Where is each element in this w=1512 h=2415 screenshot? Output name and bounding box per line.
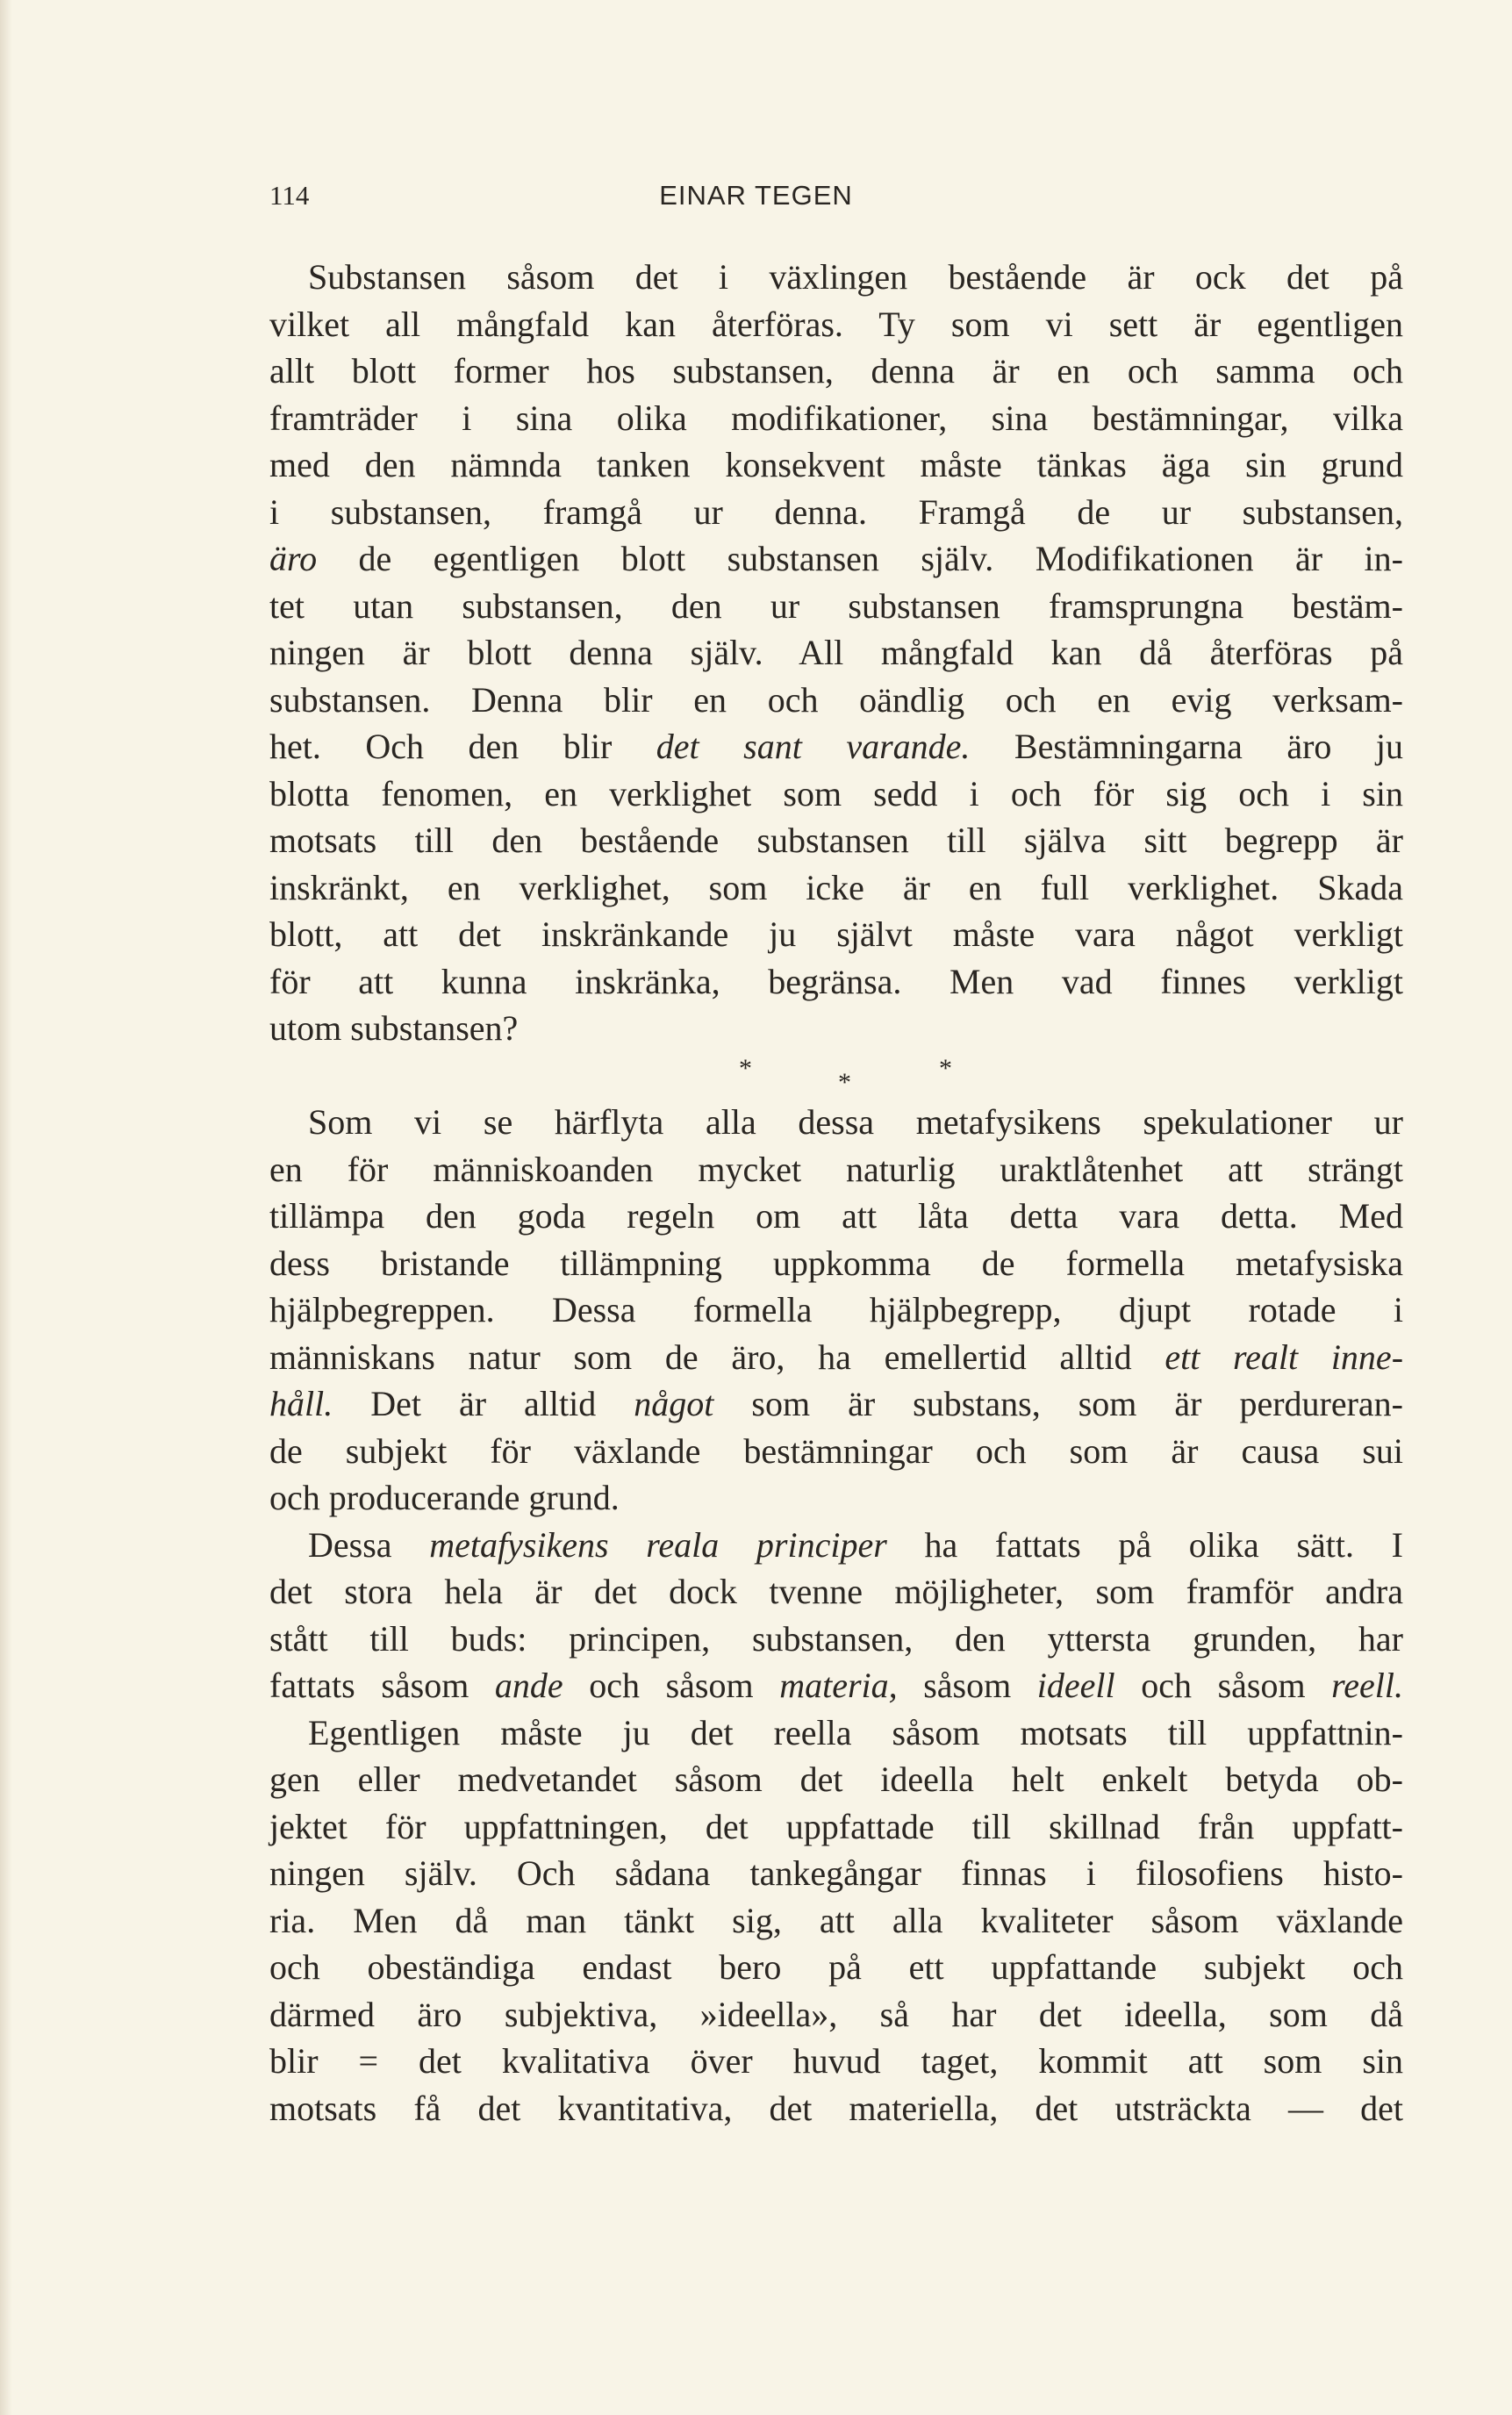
text-segment: Dessa: [308, 1524, 430, 1565]
text-line: [269, 1803, 1403, 1851]
text-line: [269, 1334, 1403, 1381]
text-line: [269, 441, 1403, 489]
text-line: [269, 254, 1403, 301]
text-line: [269, 1286, 1403, 1334]
text-segment: människans natur som de äro, ha emellertid alltid: [269, 1336, 1165, 1377]
text-line: [269, 1240, 1403, 1287]
running-head: EINAR TEGEN: [659, 180, 853, 211]
body-text: [269, 254, 1403, 2132]
text-line: [269, 489, 1403, 536]
text-segment: Egentligen måste ju det reella såsom motsats till uppfattnin-: [308, 1712, 1403, 1752]
italic-text: något: [634, 1384, 714, 1423]
text-segment: ningen är blott denna själv. All mångfald kan då återföras på: [269, 633, 1403, 672]
text-segment: ha fattats på olika sätt. I: [886, 1524, 1404, 1565]
paragraph: [269, 1099, 1403, 1522]
text-line: [269, 1428, 1403, 1475]
text-segment: de subjekt för växlande bestämningar och som är causa sui: [269, 1430, 1403, 1471]
italic-text: reell.: [1331, 1666, 1403, 1705]
text-line: [269, 1991, 1403, 2039]
text-segment: med den nämnda tanken konsekvent måste tänkas äga sin grund: [269, 445, 1403, 484]
text-line: [269, 1522, 1403, 1569]
text-segment: såsom: [897, 1666, 1037, 1705]
text-line: [269, 1616, 1403, 1663]
italic-text: äro: [269, 539, 318, 578]
text-line: [269, 1850, 1403, 1897]
paragraph: [269, 1522, 1403, 1709]
text-line: [269, 1568, 1403, 1616]
text-segment: blotta fenomen, en verklighet som sedd i och för sig och i sin: [269, 773, 1403, 813]
text-segment: i substansen, framgå ur denna. Framgå de ur substansen,: [269, 491, 1403, 532]
text-segment: Det är alltid: [333, 1384, 634, 1423]
text-line: [269, 348, 1403, 395]
text-line: [269, 1193, 1403, 1240]
text-line: [269, 301, 1403, 348]
text-segment: Bestämningarna äro ju: [970, 727, 1404, 766]
text-segment: det stora hela är det dock tvenne möjligheter, som framför andra: [269, 1572, 1403, 1611]
italic-text: håll.: [269, 1384, 333, 1423]
text-segment: allt blott former hos substansen, denna är en och samma och: [269, 351, 1403, 391]
text-segment: tet utan substansen, den ur substansen framsprungna bestäm-: [269, 585, 1403, 626]
text-line: [269, 583, 1403, 630]
text-line: [269, 677, 1403, 724]
italic-text: materia,: [779, 1666, 898, 1705]
text-line: [269, 395, 1403, 442]
text-segment: stått till buds: principen, substansen, den yttersta grunden, har: [269, 1618, 1403, 1659]
page-edge-shadow: [0, 0, 12, 2415]
text-segment: därmed äro subjektiva, »ideella», så har det ideella, som då: [269, 1994, 1403, 2034]
text-segment: en för människoanden mycket naturlig uraktlåtenhet att strängt: [269, 1149, 1403, 1189]
text-segment: blir = det kvalitativa över huvud taget, kommit att som sin: [269, 2041, 1403, 2081]
text-segment: motsats till den bestående substansen till själva sitt begrepp är: [269, 821, 1403, 860]
asterisk-icon: *: [838, 1067, 851, 1097]
text-line: [269, 1709, 1403, 1757]
italic-text: metafysikens reala principer: [429, 1524, 887, 1565]
text-line: [269, 958, 1403, 1006]
text-segment: vilket all mångfald kan återföras. Ty som vi sett är egentligen: [269, 304, 1403, 344]
text-line: [269, 1474, 1403, 1522]
section-separator: [269, 1052, 1403, 1100]
text-segment: het. Och den blir: [269, 727, 656, 766]
text-line: [269, 770, 1403, 818]
text-segment: och obeständiga endast bero på ett uppfattande subjekt och: [269, 1947, 1403, 1987]
text-segment: och producerande grund.: [269, 1478, 620, 1517]
text-segment: de egentligen blott substansen själv. Modifikationen är in-: [317, 539, 1403, 578]
asterisk-icon: *: [739, 1053, 752, 1083]
text-segment: hjälpbegreppen. Dessa formella hjälpbegrepp, djupt rotade i: [269, 1290, 1403, 1329]
text-segment: utom substansen?: [269, 1008, 519, 1048]
text-segment: och såsom: [563, 1666, 780, 1705]
text-segment: tillämpa den goda regeln om att låta detta vara detta. Med: [269, 1196, 1403, 1236]
paragraph: [269, 1709, 1403, 2132]
text-line: [269, 817, 1403, 864]
asterisk-icon: *: [939, 1053, 952, 1083]
text-line: [269, 911, 1403, 958]
text-line: [269, 535, 1403, 583]
text-segment: ria. Men då man tänkt sig, att alla kvaliteter såsom växlande: [269, 1900, 1403, 1940]
text-segment: för att kunna inskränka, begränsa. Men vad finnes verkligt: [269, 961, 1403, 1001]
text-segment: gen eller medvetandet såsom det ideella helt enkelt betyda ob-: [269, 1759, 1403, 1799]
italic-text: det sant varande.: [656, 727, 971, 766]
text-line: [269, 1944, 1403, 1991]
italic-text: ideell: [1036, 1666, 1115, 1705]
text-segment: dess bristande tillämpning uppkomma de formella metafysiska: [269, 1243, 1403, 1283]
text-line: [269, 2085, 1403, 2132]
paragraph: [269, 254, 1403, 1052]
italic-text: ett realt inne-: [1164, 1336, 1404, 1377]
text-line: [269, 1005, 1403, 1052]
text-segment: framträder i sina olika modifikationer, sina bestämningar, vilka: [269, 398, 1403, 438]
text-line: [269, 723, 1403, 770]
text-line: [269, 1897, 1403, 1945]
text-segment: som är substans, som är perdureran-: [713, 1384, 1403, 1423]
text-segment: jektet för uppfattningen, det uppfattade till skillnad från uppfatt-: [269, 1806, 1403, 1846]
text-line: [269, 1146, 1403, 1193]
italic-text: ande: [494, 1666, 563, 1705]
text-line: [269, 1099, 1403, 1146]
text-line: [269, 864, 1403, 912]
page-number: 114: [269, 180, 310, 211]
text-line: [269, 1380, 1403, 1428]
text-segment: Substansen såsom det i växlingen bestående är ock det på: [308, 257, 1403, 297]
text-line: [269, 629, 1403, 677]
text-segment: motsats få det kvantitativa, det materiella, det utsträckta — det: [269, 2088, 1403, 2128]
text-line: [269, 2038, 1403, 2085]
text-segment: och såsom: [1114, 1666, 1332, 1705]
text-segment: Som vi se härflyta alla dessa metafysikens spekulationer ur: [308, 1102, 1403, 1142]
text-segment: substansen. Denna blir en och oändlig och en evig verksam-: [269, 679, 1403, 720]
text-line: [269, 1662, 1403, 1709]
text-segment: ningen själv. Och sådana tankegångar finnas i filosofiens histo-: [269, 1853, 1403, 1893]
text-segment: blott, att det inskränkande ju självt måste vara något verkligt: [269, 914, 1403, 954]
text-line: [269, 1756, 1403, 1803]
text-segment: inskränkt, en verklighet, som icke är en full verklighet. Skada: [269, 867, 1403, 907]
text-segment: fattats såsom: [269, 1666, 495, 1705]
